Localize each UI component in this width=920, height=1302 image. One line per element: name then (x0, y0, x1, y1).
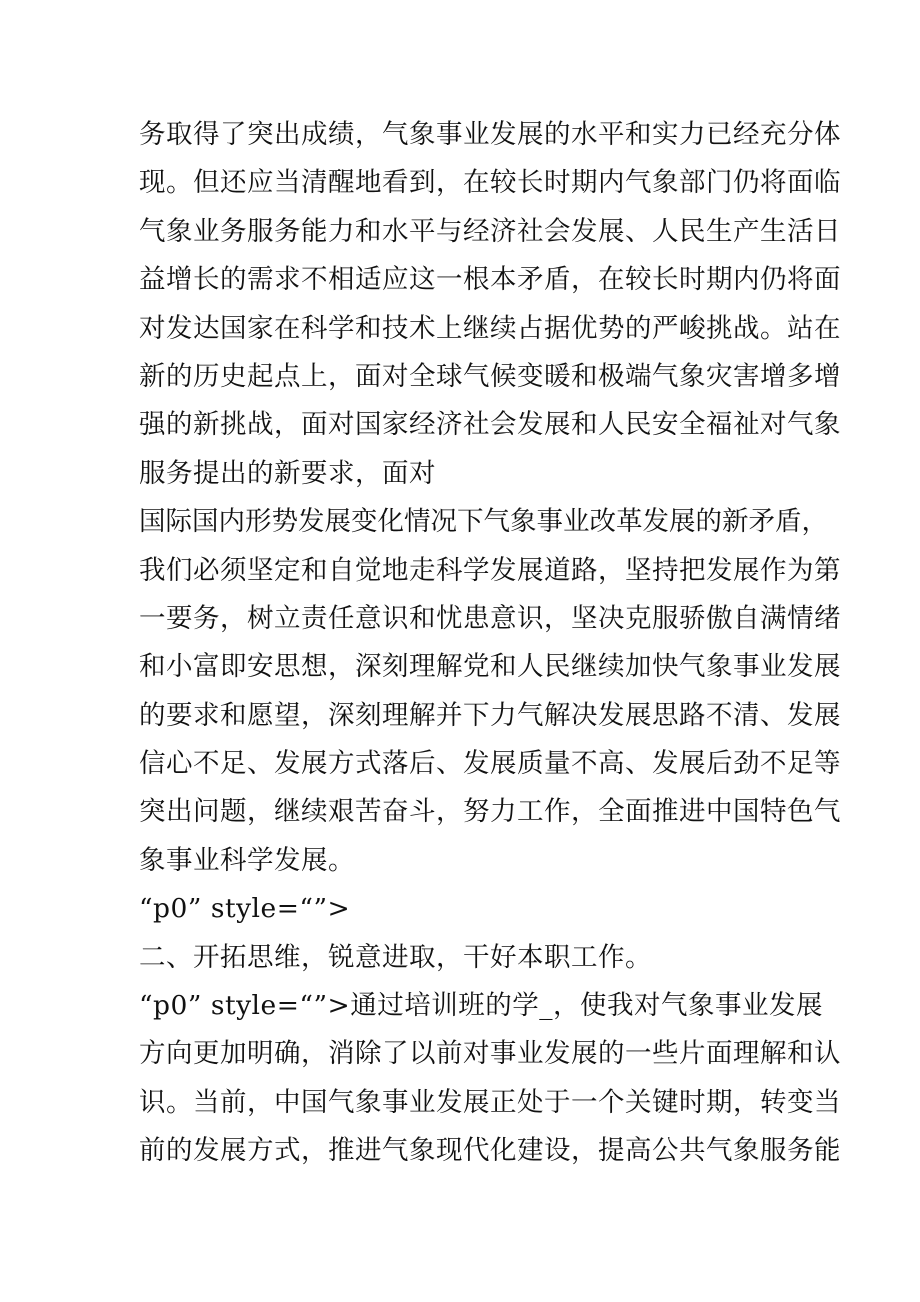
text-line: 识。当前，中国气象事业发展正处于一个关键时期，转变当 (139, 1086, 841, 1118)
text-line: 益增长的需求不相适应这一根本矛盾，在较长时期内仍将面 (139, 264, 841, 296)
text-line: 的要求和愿望，深刻理解并下力气解决发展思路不清、发展 (139, 699, 841, 731)
text-line: 突出问题，继续艰苦奋斗，努力工作，全面推进中国特色气 (139, 796, 841, 828)
text-line: 对发达国家在科学和技术上继续占据优势的严峻挑战。站在 (139, 312, 841, 344)
text-line: 服务提出的新要求，面对 (139, 457, 436, 489)
text-line: 方向更加明确，消除了以前对事业发展的一些片面理解和认 (139, 1038, 841, 1070)
body-text (139, 111, 841, 1176)
text-line-markup: “p0” style=“”>通过培训班的学_，使我对气象事业发展 (139, 990, 823, 1022)
text-line: 信心不足、发展方式落后、发展质量不高、发展后劲不足等 (139, 748, 841, 780)
text-line: 气象业务服务能力和水平与经济社会发展、人民生产生活日 (139, 215, 841, 247)
section-heading: 二、开拓思维，锐意进取，干好本职工作。 (139, 941, 652, 973)
text-line: 国际国内形势发展变化情况下气象事业改革发展的新矛盾， (139, 506, 828, 538)
text-line: 象事业科学发展。 (139, 844, 355, 876)
text-line: 和小富即安思想，深刻理解党和人民继续加快气象事业发展 (139, 651, 841, 683)
text-line: 现。但还应当清醒地看到，在较长时期内气象部门仍将面临 (139, 167, 841, 199)
text-line: 前的发展方式，推进气象现代化建设，提高公共气象服务能 (139, 1135, 841, 1167)
text-line: 一要务，树立责任意识和忧患意识，坚决克服骄傲自满情绪 (139, 602, 841, 634)
text-line: 新的历史起点上，面对全球气候变暖和极端气象灾害增多增 (139, 360, 841, 392)
text-line: 强的新挑战，面对国家经济社会发展和人民安全福祉对气象 (139, 409, 841, 441)
text-line-markup: “p0” style=“”> (139, 893, 351, 925)
text-line: 务取得了突出成绩，气象事业发展的水平和实力已经充分体 (139, 119, 841, 150)
text-line: 我们必须坚定和自觉地走科学发展道路，坚持把发展作为第 (139, 554, 841, 586)
